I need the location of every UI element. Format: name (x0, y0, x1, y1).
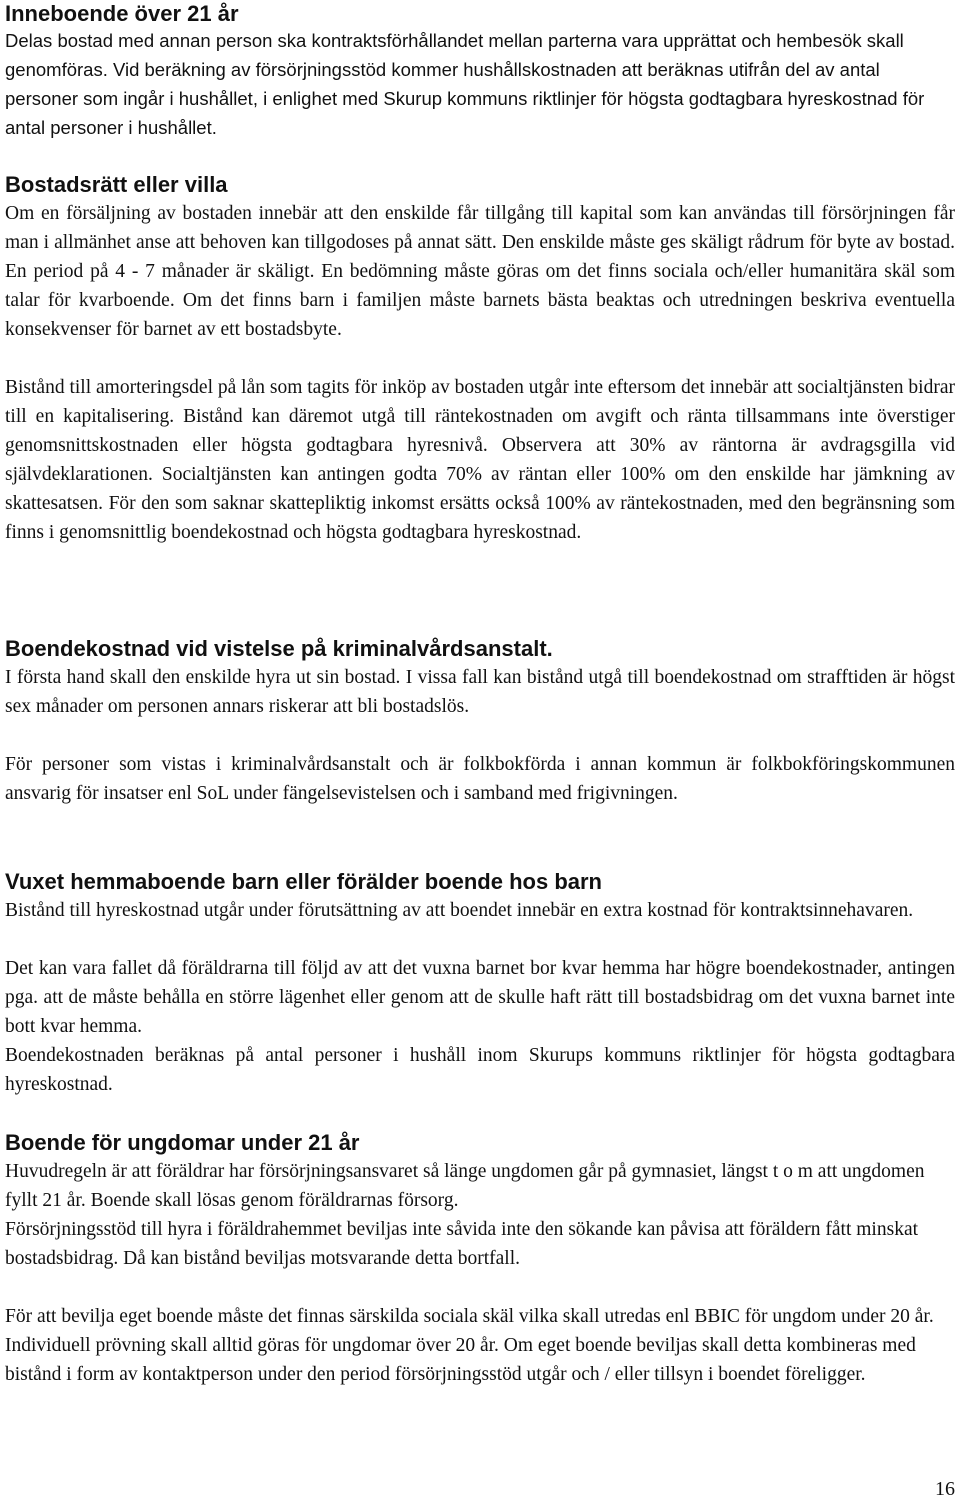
paragraph-hemmaboende-3: Boendekostnaden beräknas på antal personer i hushåll inom Skurups kommuns riktlinjer för högsta godtagbara hyreskostnad. (5, 1045, 955, 1095)
paragraph-bostadsratt-2: Bistånd till amorteringsdel på lån som tagits för inköp av bostaden utgår inte eftersom det innebär att socialtjänsten bidrar till en kapitalisering. Bistånd kan däremot utgå till räntekostnaden om avgift och ränta tillsammans inte överstiger genomsnittskostnaden eller högsta godtagbara hyresnivå. Observera att 30% av räntorna är avdragsgilla vid självdeklarationen. Socialtjänsten kan antingen godta 70% av räntan eller 100% om den enskilde har jämkning av skattesatsen. För den som saknar skattepliktig inkomst ersätts också 100% av räntekostnaden, med den begränsning som finns i genomsnittlig boendekostnad och högsta godtagbara hyreskostnad. (5, 377, 955, 543)
paragraph-inneboende: Delas bostad med annan person ska kontraktsförhållandet mellan parterna vara upprättat och hembesök skall genomföras. Vid beräkning av försörjningsstöd kommer hushållskostnaden att beräknas utifrån del av antal personer som ingår i hushållet, i enlighet med Skurup kommuns riktlinjer för högsta godtagbara hyreskostnad för antal personer i hushållet. (5, 30, 925, 138)
paragraph-ungdomar-1: Huvudregeln är att föräldrar har försörjningsansvaret så länge ungdomen går på gymnasiet, längst t o m att ungdomen fyllt 21 år. Boende skall lösas genom föräldrarnas försorg. (5, 1161, 925, 1211)
paragraph-hemmaboende-2: Det kan vara fallet då föräldrarna till följd av att det vuxna barnet bor kvar hemma har högre boendekostnader, antingen pga. att de måste behålla en större lägenhet eller genom att de skulle haft rätt till bostadsbidrag om det vuxna barnet inte bott kvar hemma. (5, 958, 955, 1037)
section-heading-ungdomar: Boende för ungdomar under 21 år (5, 1130, 360, 1155)
paragraph-ungdomar-3: För att bevilja eget boende måste det finnas särskilda sociala skäl vilka skall utredas enl BBIC för ungdom under 20 år. Individuell prövning skall alltid göras för ungdomar över 20 år. Om eget boende beviljas skall detta kombineras med bistånd i form av kontaktperson under den period försörjningsstöd utgår och / eller tillsyn i boendet föreligger. (5, 1306, 934, 1385)
section-heading-hemmaboende: Vuxet hemmaboende barn eller förälder boende hos barn (5, 869, 602, 894)
paragraph-hemmaboende-1: Bistånd till hyreskostnad utgår under förutsättning av att boendet innebär en extra kostnad för kontraktsinnehavaren. (5, 900, 914, 921)
section-heading-kriminalvard: Boendekostnad vid vistelse på kriminalvårdsanstalt. (5, 636, 553, 661)
paragraph-bostadsratt-1: Om en försäljning av bostaden innebär att den enskilde får tillgång till kapital som kan användas till försörjningen får man i allmänhet anse att behoven kan tillgodoses på annat sätt. Den enskilde måste ges skäligt rådrum för byte av bostad. En period på 4 - 7 månader är skäligt. En bedömning måste göras om det finns sociala och/eller humanitära skäl som talar för kvarboende. Om det finns barn i familjen måste barnets bästa beaktas och utredningen beskriva eventuella konsekvenser för barnet av ett bostadsbyte. (5, 203, 955, 340)
section-heading-bostadsratt: Bostadsrätt eller villa (5, 172, 228, 197)
paragraph-kriminalvard-1: I första hand skall den enskilde hyra ut sin bostad. I vissa fall kan bistånd utgå till boendekostnad om strafftiden är högst sex månader om personen annars riskerar att bli bostadslös. (5, 667, 955, 717)
paragraph-ungdomar-2: Försörjningsstöd till hyra i föräldrahemmet beviljas inte såvida inte den sökande kan påvisa att föräldern fått minskat bostadsbidrag. Då kan bistånd beviljas motsvarande detta bortfall. (5, 1219, 919, 1269)
page-number: 16 (935, 1478, 955, 1500)
paragraph-kriminalvard-2: För personer som vistas i kriminalvårdsanstalt och är folkbokförda i annan kommun är folkbokföringskommunen ansvarig för insatser enl SoL under fängelsevistelsen och i samband med frigivningen. (5, 754, 955, 804)
section-heading-inneboende: Inneboende över 21 år (5, 1, 239, 26)
